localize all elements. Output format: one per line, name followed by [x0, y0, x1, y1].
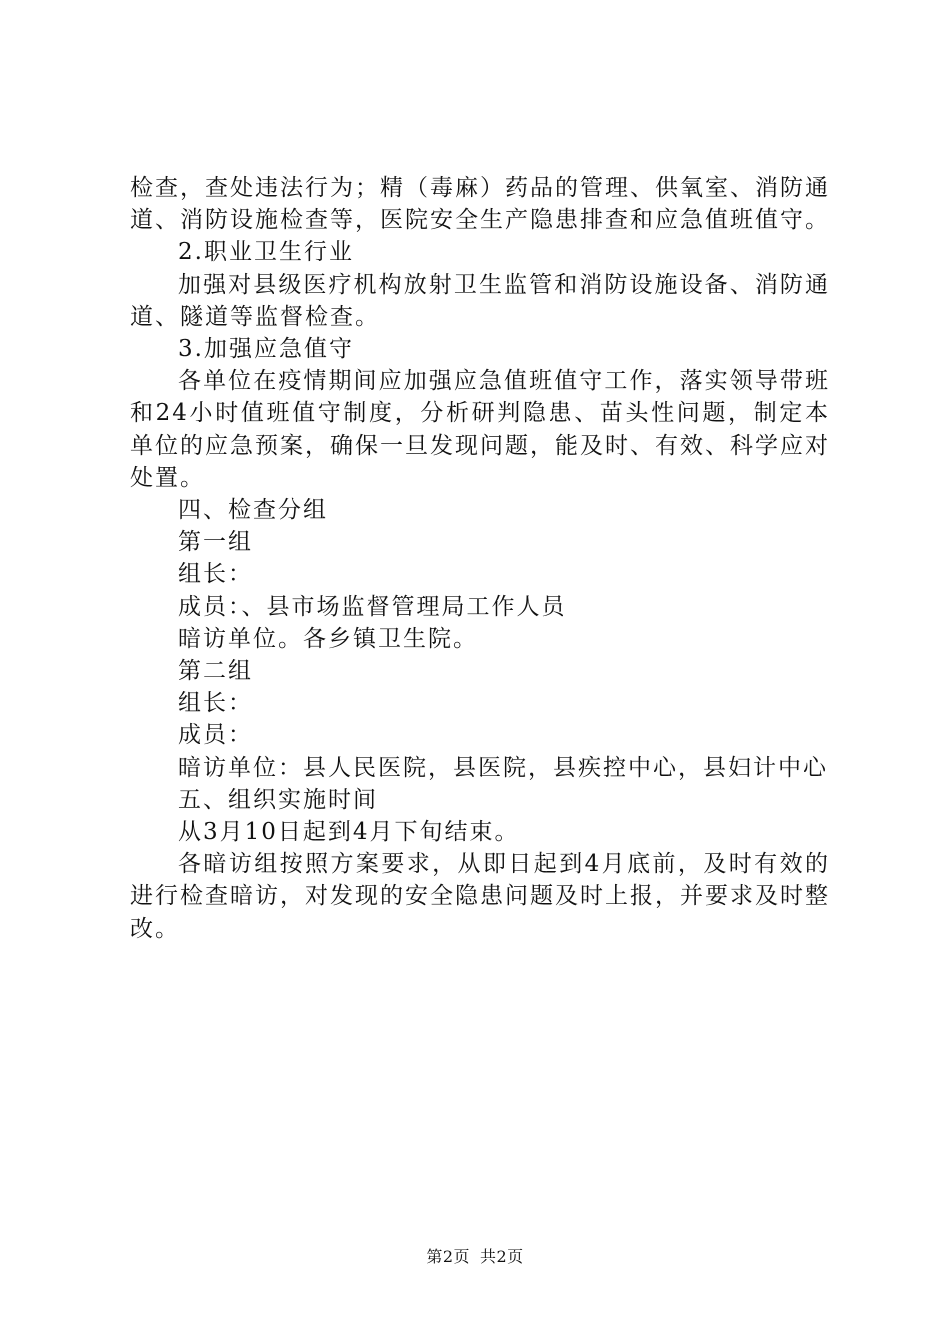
document-body: [130, 172, 830, 945]
group-2-members: 成员：: [178, 722, 253, 749]
section-heading-4: 四、检查分组: [178, 497, 328, 524]
group-2-units: 暗访单位：县人民医院，县医院，县疾控中心，县妇计中心: [178, 754, 828, 781]
paragraph-schedule: 从3月10日起到4月下旬结束。: [178, 819, 520, 846]
group-2-leader: 组长：: [178, 690, 253, 717]
group-1-leader: 组长：: [178, 561, 253, 588]
page-footer: [0, 1244, 950, 1267]
paragraph-2: 2.职业卫生行业: [178, 239, 354, 266]
page-number-current: 第2页: [426, 1247, 470, 1266]
group-2-title: 第二组: [178, 658, 253, 685]
paragraph-5: 各单位在疫情期间应加强应急值班值守工作，落实领导带班和24小时值班值守制度，分析研判隐患、苗头性问题，制定本单位的应急预案，确保一旦发现问题，能及时、有效、科学应对处置。: [130, 368, 830, 491]
group-1-members: 成员：、县市场监督管理局工作人员: [178, 593, 567, 620]
paragraph-4: 3.加强应急值守: [178, 336, 354, 363]
paragraph-3: 加强对县级医疗机构放射卫生监管和消防设施设备、消防通道、隧道等监督检查。: [130, 271, 830, 330]
group-1-units: 暗访单位。各乡镇卫生院。: [178, 625, 478, 652]
page-number-total: 共2页: [480, 1247, 524, 1266]
group-1-title: 第一组: [178, 529, 253, 556]
paragraph-closing: 各暗访组按照方案要求，从即日起到4月底前，及时有效的进行检查暗访，对发现的安全隐患问题及时上报，并要求及时整改。: [130, 851, 830, 942]
paragraph-1: 检查，查处违法行为；精（毒麻）药品的管理、供氧室、消防通道、消防设施检查等，医院安全生产隐患排查和应急值班值守。: [130, 175, 830, 234]
section-heading-5: 五、组织实施时间: [178, 786, 378, 813]
